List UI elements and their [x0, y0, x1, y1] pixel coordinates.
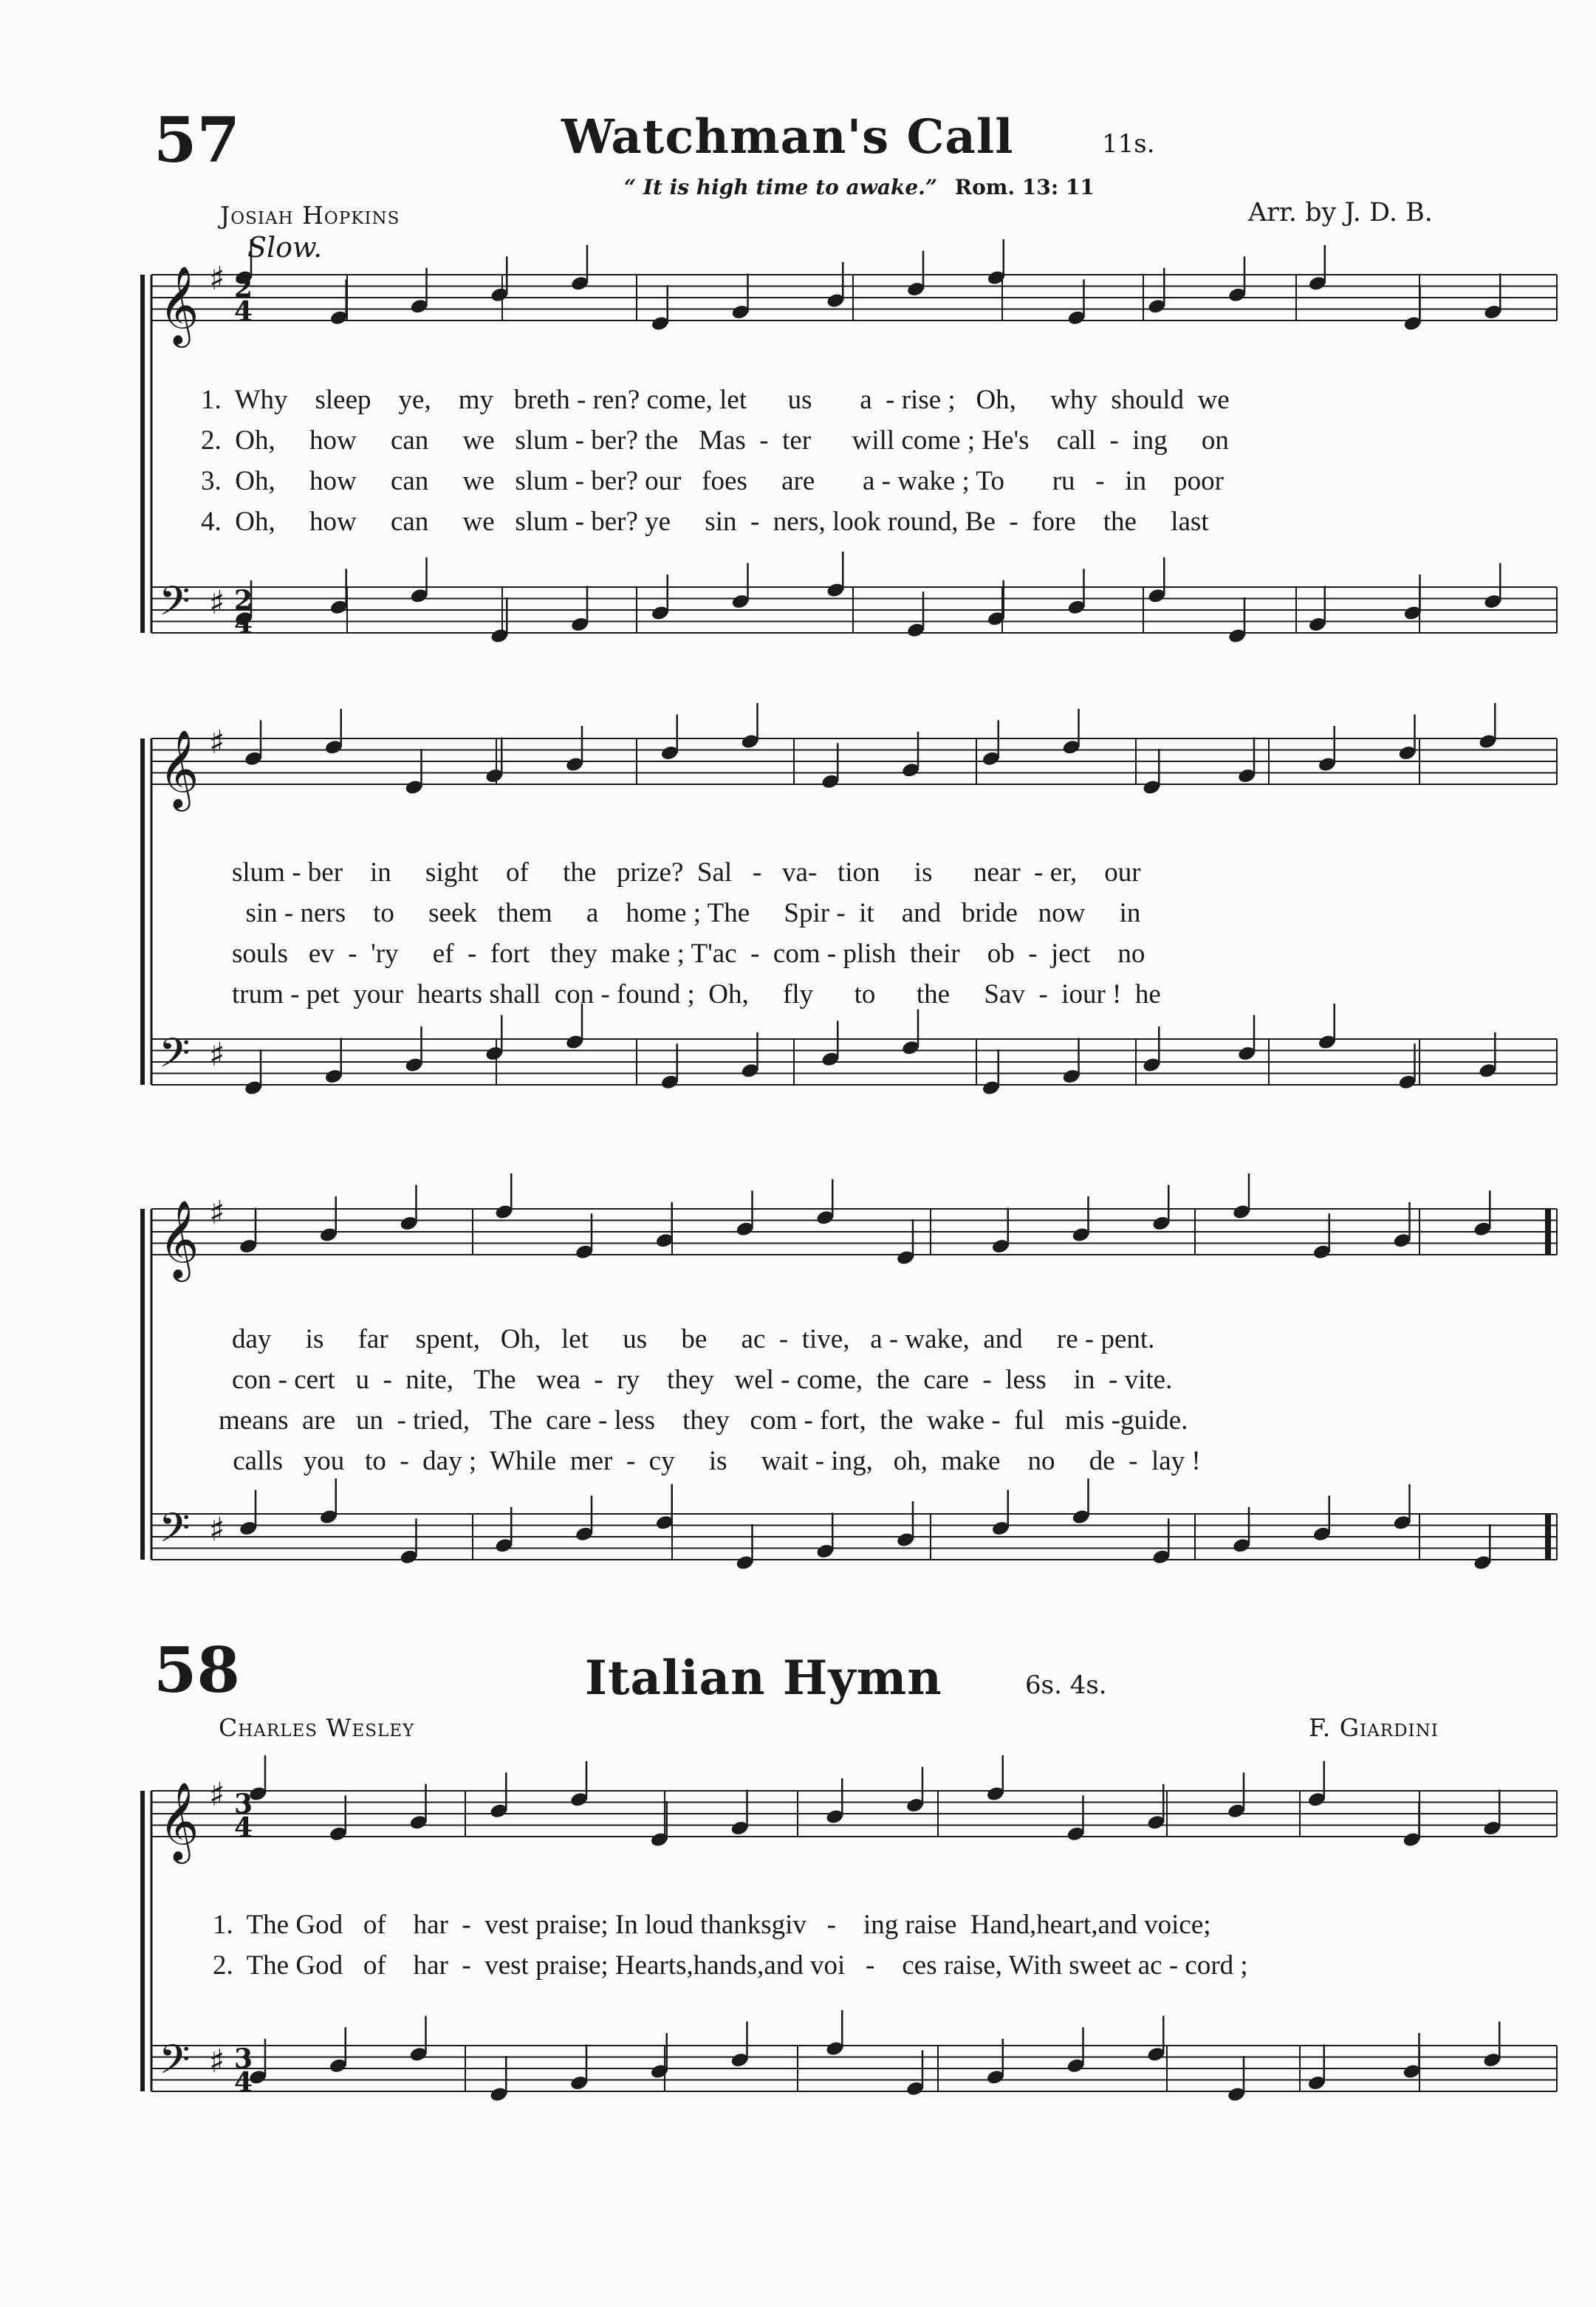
sharp-icon: ♯ — [209, 1036, 225, 1074]
composer-credit: F. Giardini — [1309, 1713, 1439, 1742]
sharp-icon: ♯ — [209, 1511, 225, 1549]
verse-line: 2. Oh, how can we slum - ber? the Mas - ter will come ; He's call - ing on — [201, 425, 1229, 456]
verse-line: slum - ber in sight of the prize? Sal - va- tion is near - er, our — [232, 857, 1141, 888]
author-credit: Charles Wesley — [219, 1713, 415, 1742]
verse-line: sin - ners to seek them a home ; The Spir - it and bride now in — [232, 898, 1141, 928]
sharp-icon: ♯ — [209, 1194, 225, 1232]
hymn-number: 58 — [154, 1634, 240, 1707]
verse-line: 2. The God of har - vest praise; Hearts,hands,and voi - ces raise, With sweet ac - cord ; — [213, 1950, 1248, 1981]
treble-clef-icon: 𝄞 — [159, 729, 199, 808]
hymn-title: Italian Hymn — [585, 1650, 942, 1706]
verse-line: 1. The God of har - vest praise; In loud thanksgiv - ing raise Hand,heart,and voice; — [213, 1910, 1211, 1940]
time-signature: 2 — [234, 272, 253, 304]
bass-clef-icon: 𝄢 — [159, 1029, 191, 1086]
verse-line: calls you to - day ; While mer - cy is wait - ing, oh, make no de - lay ! — [226, 1446, 1201, 1476]
hymn-title: Watchman's Call — [561, 109, 1014, 165]
bass-clef-icon: 𝄢 — [159, 1504, 191, 1561]
bass-clef-icon: 𝄢 — [159, 577, 191, 634]
time-signature: 4 — [234, 1812, 253, 1843]
hymn-number: 57 — [154, 103, 240, 176]
sharp-icon: ♯ — [209, 2043, 225, 2080]
arranger-credit: Arr. by J. D. B. — [1248, 198, 1433, 227]
sharp-icon: ♯ — [209, 1776, 225, 1814]
treble-clef-icon: 𝄞 — [159, 1781, 199, 1860]
tempo-marking: Slow. — [247, 231, 323, 264]
verse-line: 3. Oh, how can we slum - ber? our foes are a - wake ; To ru - in poor — [201, 466, 1224, 496]
verse-line: 4. Oh, how can we slum - ber? ye sin - ners, look round, Be - fore the last — [201, 507, 1209, 537]
verse-line: con - cert u - nite, The wea - ry they wel - come, the care - less in - vite. — [232, 1365, 1173, 1395]
sharp-icon: ♯ — [209, 724, 225, 761]
verse-line: 1. Why sleep ye, my breth - ren? come, let us a - rise ; Oh, why should we — [201, 385, 1230, 415]
hymn-meter: 6s. 4s. — [1025, 1670, 1107, 1700]
time-signature: 4 — [234, 2067, 253, 2098]
sharp-icon: ♯ — [209, 584, 225, 622]
treble-clef-icon: 𝄞 — [159, 1199, 199, 1278]
time-signature: 2 — [234, 585, 253, 616]
time-signature: 4 — [234, 609, 253, 640]
sharp-icon: ♯ — [209, 260, 225, 298]
treble-clef-icon: 𝄞 — [159, 265, 199, 344]
time-signature: 3 — [234, 2043, 253, 2074]
verse-line: means are un - tried, The care - less they com - fort, the wake - ful mis -guide. — [219, 1405, 1188, 1436]
epigraph-reference: Rom. 13: 11 — [954, 175, 1095, 199]
epigraph-quote: “ It is high time to awake.” — [624, 175, 938, 199]
hymn-meter: 11s. — [1102, 129, 1155, 159]
verse-line: trum - pet your hearts shall con - found ; Oh, fly to the Sav - iour ! he — [232, 979, 1161, 1009]
time-signature: 4 — [234, 296, 253, 327]
verse-line: souls ev - 'ry ef - fort they make ; T'ac - com - plish their ob - ject no — [232, 939, 1145, 969]
time-signature: 3 — [234, 1789, 253, 1820]
verse-line: day is far spent, Oh, let us be ac - tive, a - wake, and re - pent. — [232, 1324, 1155, 1354]
bass-clef-icon: 𝄢 — [159, 2036, 191, 2093]
author-credit: Josiah Hopkins — [220, 201, 400, 230]
